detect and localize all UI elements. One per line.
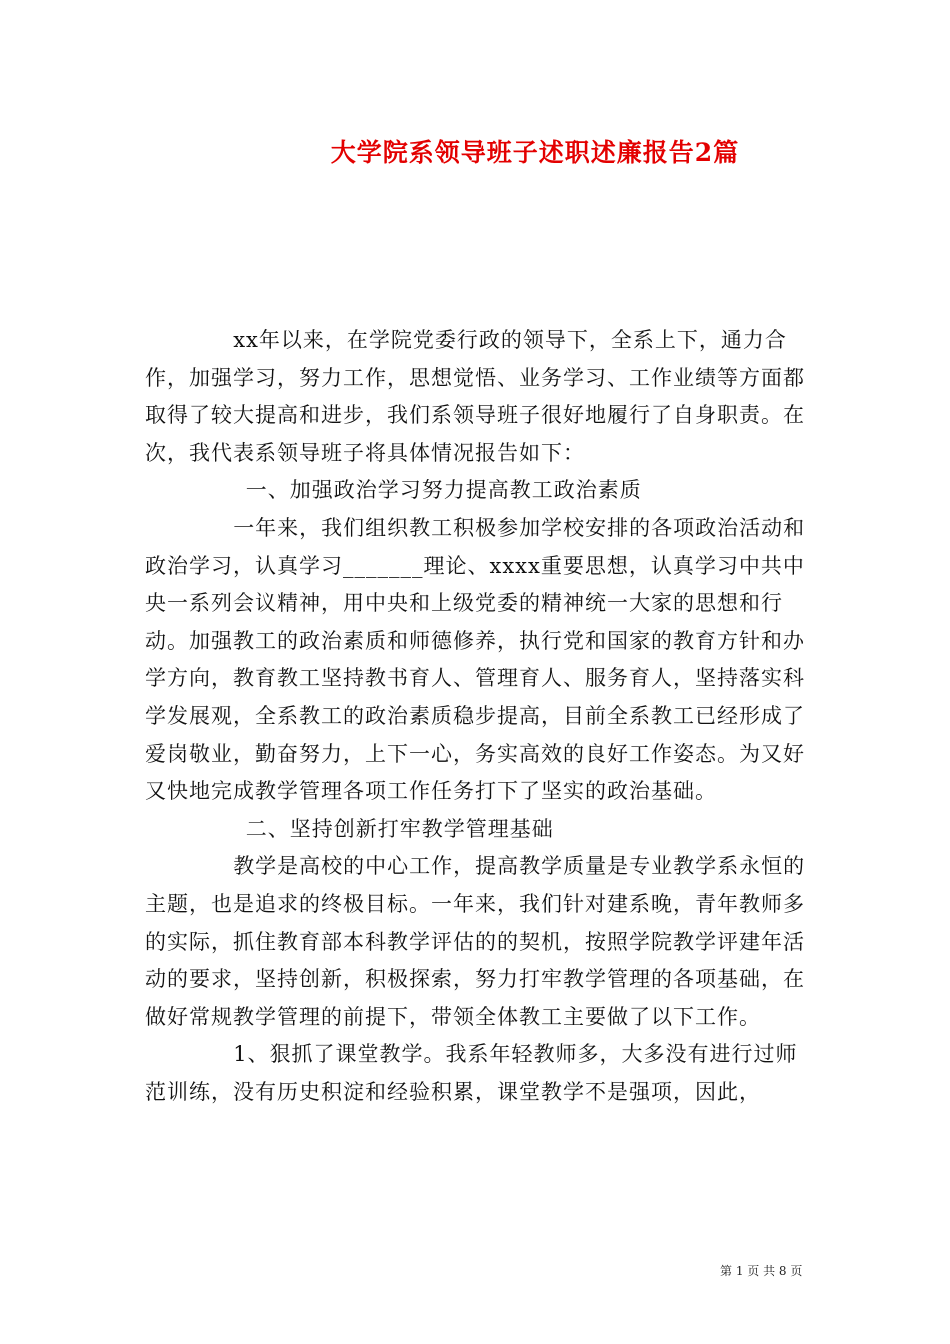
paragraph-section-1: 一年来，我们组织教工积极参加学校安排的各项政治活动和政治学习，认真学习_______理论、xxxx重要思想，认真学习中共中央一系列会议精神，用中央和上级党委的精神统一大家的思想和行动。加强教工的政治素质和师德修养，执行党和国家的教育方针和办学方向，教育教工坚持教书育人、管理育人、服务育人，坚持落实科学发展观，全系教工的政治素质稳步提高，目前全系教工已经形成了爱岗敬业，勤奋努力，上下一心，务实高效的良好工作姿态。为又好又快地完成教学管理各项工作任务打下了坚实的政治基础。	[145, 515, 806, 804]
document-title: 大学院系领导班子述职述廉报告2篇	[330, 138, 740, 167]
document-body	[145, 322, 813, 1111]
paragraph-item-1: 1、狠抓了课堂教学。我系年轻教师多，大多没有进行过师范训练，没有历史积淀和经验积累，课堂教学不是强项，因此，	[145, 1042, 798, 1104]
paragraph-intro: xx年以来，在学院党委行政的领导下，全系上下，通力合作，加强学习，努力工作，思想觉悟、业务学习、工作业绩等方面都取得了较大提高和进步，我们系领导班子很好地履行了自身职责。在次，我代表系领导班子将具体情况报告如下：	[145, 328, 805, 465]
section-heading-2: 二、坚持创新打牢教学管理基础	[245, 816, 554, 841]
page-footer: 第 1 页 共 8 页	[720, 1264, 803, 1278]
section-heading-1: 一、加强政治学习努力提高教工政治素质	[245, 478, 642, 503]
paragraph-section-2: 教学是高校的中心工作，提高教学质量是专业教学系永恒的主题，也是追求的终极目标。一年来，我们针对建系晚，青年教师多的实际，抓住教育部本科教学评估的的契机，按照学院教学评建年活动的要求，坚持创新，积极探索，努力打牢教学管理的各项基础，在做好常规教学管理的前提下，带领全体教工主要做了以下工作。	[145, 854, 806, 1029]
